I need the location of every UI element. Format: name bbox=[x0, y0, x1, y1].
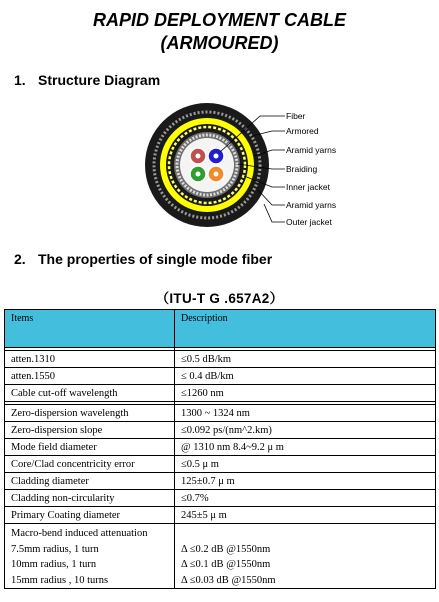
row-item: Zero-dispersion wavelength bbox=[5, 405, 175, 422]
document-title-line1: RAPID DEPLOYMENT CABLE bbox=[92, 10, 346, 30]
label-outer-jacket: Outer jacket bbox=[286, 217, 332, 227]
label-braiding: Braiding bbox=[286, 164, 318, 174]
header-items: Items bbox=[5, 310, 175, 348]
label-inner-jacket: Inner jacket bbox=[286, 182, 330, 192]
section-number: 2. bbox=[14, 251, 26, 267]
leader-outer-jacket bbox=[264, 204, 285, 222]
row-desc: ≤0.5 μ m bbox=[175, 456, 436, 473]
label-aramid-yarns-1: Aramid yarns bbox=[286, 145, 337, 155]
table-row bbox=[5, 490, 436, 507]
row-desc: @ 1310 nm 8.4~9.2 μ m bbox=[175, 439, 436, 456]
row-item: Cladding diameter bbox=[5, 473, 175, 490]
row-desc: ≤0.092 ps/(nm^2.km) bbox=[175, 422, 436, 439]
table-row bbox=[5, 405, 436, 422]
macrobend-value: Δ ≤0.2 dB @1550nm bbox=[181, 543, 271, 555]
row-desc: ≤0.7% bbox=[175, 490, 436, 507]
section-label: Structure Diagram bbox=[38, 72, 161, 88]
fiber-core bbox=[196, 154, 201, 159]
row-item: Core/Clad concentricity error bbox=[5, 456, 175, 473]
section-label: The properties of single mode fiber bbox=[38, 251, 273, 267]
row-desc: ≤1260 nm bbox=[175, 385, 436, 402]
macrobend-descs bbox=[175, 524, 436, 589]
macrobend-desc-blank bbox=[181, 526, 429, 542]
row-item: Zero-dispersion slope bbox=[5, 422, 175, 439]
section-number: 1. bbox=[14, 72, 26, 88]
table-row-macrobend bbox=[5, 524, 436, 589]
row-desc: ≤0.5 dB/km bbox=[175, 351, 436, 368]
row-desc: 245±5 μ m bbox=[175, 507, 436, 524]
row-desc: 1300 ~ 1324 nm bbox=[175, 405, 436, 422]
row-item: atten.1550 bbox=[5, 368, 175, 385]
table-row bbox=[5, 385, 436, 402]
row-desc: 125±0.7 μ m bbox=[175, 473, 436, 490]
table-row bbox=[5, 351, 436, 368]
macrobend-condition: 10mm radius, 1 turn bbox=[11, 559, 97, 570]
table-header-row bbox=[5, 310, 436, 348]
row-item: atten.1310 bbox=[5, 351, 175, 368]
fiber-core bbox=[214, 172, 219, 177]
row-desc: ≤ 0.4 dB/km bbox=[175, 368, 436, 385]
fiber-core bbox=[196, 172, 201, 177]
aramid-core bbox=[180, 138, 234, 192]
table-row bbox=[5, 368, 436, 385]
macrobend-value: Δ ≤0.1 dB @1550nm bbox=[181, 559, 271, 570]
fiber-core bbox=[214, 154, 219, 159]
table-row bbox=[5, 456, 436, 473]
fiber-properties-table bbox=[4, 309, 436, 589]
table-row bbox=[5, 473, 436, 490]
row-item: Primary Coating diameter bbox=[5, 507, 175, 524]
row-item: Mode field diameter bbox=[5, 439, 175, 456]
document-title-line2: (ARMOURED) bbox=[160, 33, 279, 53]
diagram-labels bbox=[286, 111, 336, 227]
section-structure-heading bbox=[14, 72, 160, 88]
label-aramid-yarns-2: Aramid yarns bbox=[286, 200, 337, 210]
macrobend-items bbox=[5, 524, 175, 589]
cable-structure-diagram bbox=[140, 100, 360, 230]
macrobend-value: Δ ≤0.03 dB @1550nm bbox=[181, 574, 276, 586]
standard-subheading: （ITU-T G .657A2） bbox=[155, 291, 284, 306]
macrobend-condition: 7.5mm radius, 1 turn bbox=[11, 543, 99, 555]
macrobend-condition: 15mm radius , 10 turns bbox=[11, 574, 109, 586]
header-description: Description bbox=[175, 310, 436, 348]
macrobend-title: Macro-bend induced attenuation bbox=[11, 528, 148, 539]
row-item: Cladding non-circularity bbox=[5, 490, 175, 507]
label-armored: Armored bbox=[286, 126, 319, 136]
section-properties-heading bbox=[14, 251, 272, 267]
row-item: Cable cut-off wavelength bbox=[5, 385, 175, 402]
table-row bbox=[5, 422, 436, 439]
table-row bbox=[5, 439, 436, 456]
table-row bbox=[5, 507, 436, 524]
cable-cross-section bbox=[145, 103, 269, 227]
label-fiber: Fiber bbox=[286, 111, 306, 121]
